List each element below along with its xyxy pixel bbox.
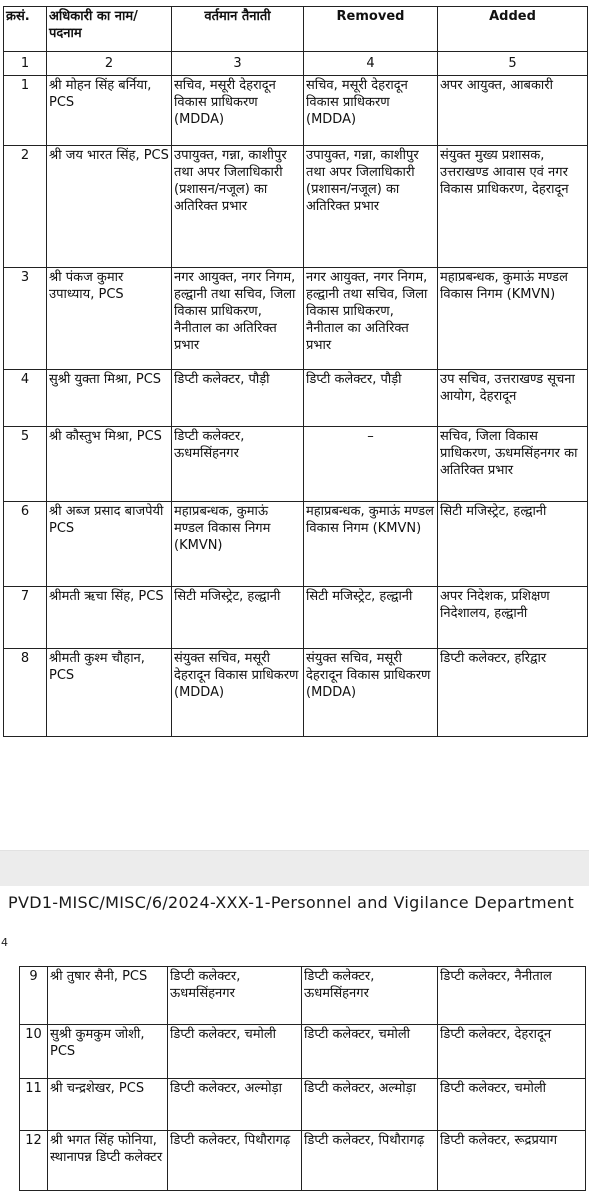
table-row xyxy=(4,502,588,587)
column-number: 2 xyxy=(47,52,172,76)
current-posting: डिप्टी कलेक्टर, ऊधमसिंहनगर xyxy=(172,427,304,502)
removed-posting: संयुक्त सचिव, मसूरी देहरादून विकास प्राधिकरण (MDDA) xyxy=(304,649,438,737)
serial-number: 7 xyxy=(4,587,47,649)
added-posting: महाप्रबन्धक, कुमाऊं मण्डल विकास निगम (KMVN) xyxy=(438,268,588,370)
removed-posting: सचिव, मसूरी देहरादून विकास प्राधिकरण (MDDA) xyxy=(304,76,438,146)
page-bottom-margin xyxy=(0,806,589,850)
added-posting: उप सचिव, उत्तराखण्ड सूचना आयोग, देहरादून xyxy=(438,370,588,427)
column-number: 5 xyxy=(438,52,588,76)
table-row xyxy=(4,587,588,649)
officer-name: श्री चन्द्रशेखर, PCS xyxy=(48,1079,168,1131)
current-posting: सचिव, मसूरी देहरादून विकास प्राधिकरण (MDDA) xyxy=(172,76,304,146)
serial-number: 2 xyxy=(4,146,47,268)
current-posting: महाप्रबन्धक, कुमाऊं मण्डल विकास निगम (KMVN) xyxy=(172,502,304,587)
removed-posting: डिप्टी कलेक्टर, ऊधमसिंहनगर xyxy=(302,967,438,1025)
current-posting: डिप्टी कलेक्टर, चमोली xyxy=(168,1025,302,1079)
column-number: 3 xyxy=(172,52,304,76)
added-posting: अपर आयुक्त, आबकारी xyxy=(438,76,588,146)
page-number: 4 xyxy=(1,936,8,949)
officer-name: श्री तुषार सैनी, PCS xyxy=(48,967,168,1025)
table-header-row xyxy=(4,7,588,52)
table-row xyxy=(4,649,588,737)
added-posting: डिप्टी कलेक्टर, नैनीताल xyxy=(438,967,586,1025)
table-row xyxy=(4,146,588,268)
header-removed: Removed xyxy=(304,7,438,52)
serial-number: 5 xyxy=(4,427,47,502)
added-posting: सिटी मजिस्ट्रेट, हल्द्वानी xyxy=(438,502,588,587)
officer-name: श्री जय भारत सिंह, PCS xyxy=(47,146,172,268)
page-separator xyxy=(0,850,589,886)
removed-posting: उपायुक्त, गन्ना, काशीपुर तथा अपर जिलाधिकारी (प्रशासन/नजूल) का अतिरिक्त प्रभार xyxy=(304,146,438,268)
column-number: 4 xyxy=(304,52,438,76)
current-posting: डिप्टी कलेक्टर, पौड़ी xyxy=(172,370,304,427)
empty-dash: – xyxy=(367,429,374,444)
table-row xyxy=(4,76,588,146)
removed-posting: डिप्टी कलेक्टर, चमोली xyxy=(302,1025,438,1079)
officer-name: श्री भगत सिंह फोनिया, स्थानापन्न डिप्टी कलेक्टर xyxy=(48,1131,168,1191)
serial-number: 10 xyxy=(20,1025,48,1079)
table-row xyxy=(20,1079,586,1131)
current-posting: उपायुक्त, गन्ना, काशीपुर तथा अपर जिलाधिकारी (प्रशासन/नजूल) का अतिरिक्त प्रभार xyxy=(172,146,304,268)
current-posting: डिप्टी कलेक्टर, पिथौरागढ़ xyxy=(168,1131,302,1191)
removed-posting: महाप्रबन्धक, कुमाऊं मण्डल विकास निगम (KMVN) xyxy=(304,502,438,587)
table-row xyxy=(20,1025,586,1079)
current-posting: नगर आयुक्त, नगर निगम, हल्द्वानी तथा सचिव, जिला विकास प्राधिकरण, नैनीताल का अतिरिक्त प्रभार xyxy=(172,268,304,370)
header-current-posting: वर्तमान तैनाती xyxy=(172,7,304,52)
transfer-table-part1 xyxy=(3,6,588,737)
serial-number: 12 xyxy=(20,1131,48,1191)
officer-name: सुश्री कुमकुम जोशी, PCS xyxy=(48,1025,168,1079)
serial-number: 11 xyxy=(20,1079,48,1131)
table-row xyxy=(20,967,586,1025)
added-posting: डिप्टी कलेक्टर, रूद्रप्रयाग xyxy=(438,1131,586,1191)
column-number-row xyxy=(4,52,588,76)
transfer-table-part2 xyxy=(19,966,586,1191)
current-posting: सिटी मजिस्ट्रेट, हल्द्वानी xyxy=(172,587,304,649)
serial-number: 3 xyxy=(4,268,47,370)
serial-number: 8 xyxy=(4,649,47,737)
table-row xyxy=(20,1131,586,1191)
removed-posting: सिटी मजिस्ट्रेट, हल्द्वानी xyxy=(304,587,438,649)
table-row xyxy=(4,427,588,502)
officer-name: श्री मोहन सिंह बर्निया, PCS xyxy=(47,76,172,146)
current-posting: संयुक्त सचिव, मसूरी देहरादून विकास प्राधिकरण (MDDA) xyxy=(172,649,304,737)
added-posting: अपर निदेशक, प्रशिक्षण निदेशालय, हल्द्वानी xyxy=(438,587,588,649)
added-posting: डिप्टी कलेक्टर, चमोली xyxy=(438,1079,586,1131)
removed-posting: नगर आयुक्त, नगर निगम, हल्द्वानी तथा सचिव, जिला विकास प्राधिकरण, नैनीताल का अतिरिक्त प्रभार xyxy=(304,268,438,370)
added-posting: डिप्टी कलेक्टर, देहरादून xyxy=(438,1025,586,1079)
header-serial: क्रसं. xyxy=(4,7,47,52)
serial-number: 1 xyxy=(4,76,47,146)
document-reference-footer: PVD1-MISC/MISC/6/2024-XXX-1-Personnel and Vigilance Department xyxy=(8,893,575,912)
removed-posting: डिप्टी कलेक्टर, अल्मोड़ा xyxy=(302,1079,438,1131)
serial-number: 4 xyxy=(4,370,47,427)
header-officer-name: अधिकारी का नाम/ पदनाम xyxy=(47,7,172,52)
added-posting: डिप्टी कलेक्टर, हरिद्वार xyxy=(438,649,588,737)
added-posting: संयुक्त मुख्य प्रशासक, उत्तराखण्ड आवास एवं नगर विकास प्राधिकरण, देहरादून xyxy=(438,146,588,268)
column-number: 1 xyxy=(4,52,47,76)
serial-number: 9 xyxy=(20,967,48,1025)
officer-name: श्रीमती कुश्म चौहान, PCS xyxy=(47,649,172,737)
header-added: Added xyxy=(438,7,588,52)
table-row xyxy=(4,370,588,427)
officer-name: श्री अब्ज प्रसाद बाजपेयी PCS xyxy=(47,502,172,587)
added-posting: सचिव, जिला विकास प्राधिकरण, ऊधमसिंहनगर का अतिरिक्त प्रभार xyxy=(438,427,588,502)
officer-name: श्री कौस्तुभ मिश्रा, PCS xyxy=(47,427,172,502)
removed-posting: डिप्टी कलेक्टर, पौड़ी xyxy=(304,370,438,427)
table-row xyxy=(4,268,588,370)
removed-posting: डिप्टी कलेक्टर, पिथौरागढ़ xyxy=(302,1131,438,1191)
officer-name: श्री पंकज कुमार उपाध्याय, PCS xyxy=(47,268,172,370)
removed-posting xyxy=(304,427,438,502)
serial-number: 6 xyxy=(4,502,47,587)
officer-name: सुश्री युक्ता मिश्रा, PCS xyxy=(47,370,172,427)
officer-name: श्रीमती ऋचा सिंह, PCS xyxy=(47,587,172,649)
current-posting: डिप्टी कलेक्टर, ऊधमसिंहनगर xyxy=(168,967,302,1025)
current-posting: डिप्टी कलेक्टर, अल्मोड़ा xyxy=(168,1079,302,1131)
